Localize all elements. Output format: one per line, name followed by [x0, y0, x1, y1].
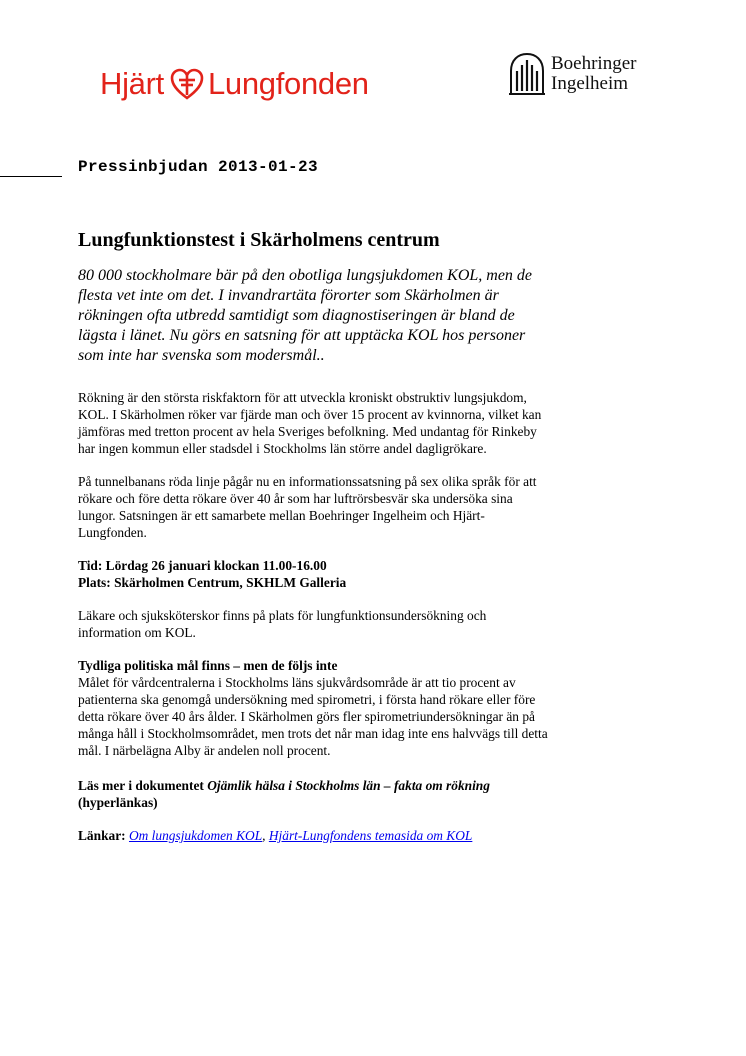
event-details: [78, 557, 548, 591]
read-more-prefix: Läs mer i dokumentet: [78, 778, 208, 793]
read-more-suffix: (hyperlänkas): [78, 795, 158, 810]
article-body: [78, 228, 548, 860]
boehringer-building-icon: [508, 51, 546, 97]
read-more: [78, 777, 548, 811]
paragraph-smoking-risk: Rökning är den största riskfaktorn för att utveckla kroniskt obstruktiv lungsjukdom, KOL. I Skärholmen röker var fjärde man och över 15 procent av kvinnorna, vilket kan jämföras med tretton procent av hela Sveriges befolkning. Med undantag för Rinkeby har ingen kommun eller stadsdel i Stockholms län större andel dagligrökare.: [78, 390, 542, 456]
press-title: Pressinbjudan 2013-01-23: [78, 158, 319, 176]
hlf-logo-text-right: Lungfonden: [207, 66, 369, 101]
article-lead: 80 000 stockholmare bär på den obotliga lungsjukdomen KOL, men de flesta vet inte om det. I invandrartäta förorter som Skärholmen är rökningen ofta utbredd samtidigt som diagnostiseringen är bland de lägsta i länet. Nu görs en satsning för att upptäcka KOL hos personer som inte har svenska som modersmål..: [78, 267, 533, 364]
link-about-kol[interactable]: Om lungsjukdomen KOL: [128, 828, 263, 843]
heart-cross-icon: [170, 67, 204, 101]
links-line: [78, 827, 548, 844]
paragraph-staff: Läkare och sjuksköterskor finns på plats för lungfunktionsundersökning och information om KOL.: [78, 608, 487, 640]
links-label: Länkar:: [78, 828, 126, 843]
event-place: Plats: Skärholmen Centrum, SKHLM Galleria: [78, 575, 347, 590]
press-rule: [0, 176, 62, 177]
paragraph-campaign: På tunnelbanans röda linje pågår nu en informationssatsning på sex olika språk för att rökare och före detta rökare över 40 år som har luftrörsbesvär ska undersöka sina lungor. Satsningen är ett samarbete mellan Boehringer Ingelheim och Hjärt-Lungfonden.: [78, 474, 537, 540]
event-time: Tid: Lördag 26 januari klockan 11.00-16.00: [78, 558, 327, 573]
link-hlf-kol-theme-page[interactable]: Hjärt-Lungfondens temasida om KOL: [268, 828, 473, 843]
section-subheading: Tydliga politiska mål finns – men de följs inte: [78, 658, 338, 673]
bi-logo-line2: Ingelheim: [551, 73, 629, 94]
boehringer-ingelheim-logo: [508, 49, 636, 99]
bi-logo-line1: Boehringer: [551, 53, 637, 74]
hlf-logo-text-left: Hjärt: [100, 66, 164, 101]
section-political-goals: [78, 657, 548, 759]
read-more-document: Ojämlik hälsa i Stockholms län – fakta om rökning: [207, 778, 490, 793]
link-separator: ,: [262, 828, 269, 843]
paragraph-spirometry: Målet för vårdcentralerna i Stockholms läns sjukvårdsområde är att tio procent av patienterna ska genomgå undersökning med spirometri, i första hand rökare eller före detta rökare över 40 års ålder. I Skärholmen görs fler spirometriundersökningar än på många håll i Stockholmsområdet, men trots det når man idag inte ens halvvägs till detta mål. I närbelägna Alby är andelen noll procent.: [78, 675, 548, 758]
article-headline: Lungfunktionstest i Skärholmens centrum: [78, 229, 440, 251]
hjart-lungfonden-logo: [100, 64, 369, 104]
bi-logo-text: [551, 54, 636, 94]
